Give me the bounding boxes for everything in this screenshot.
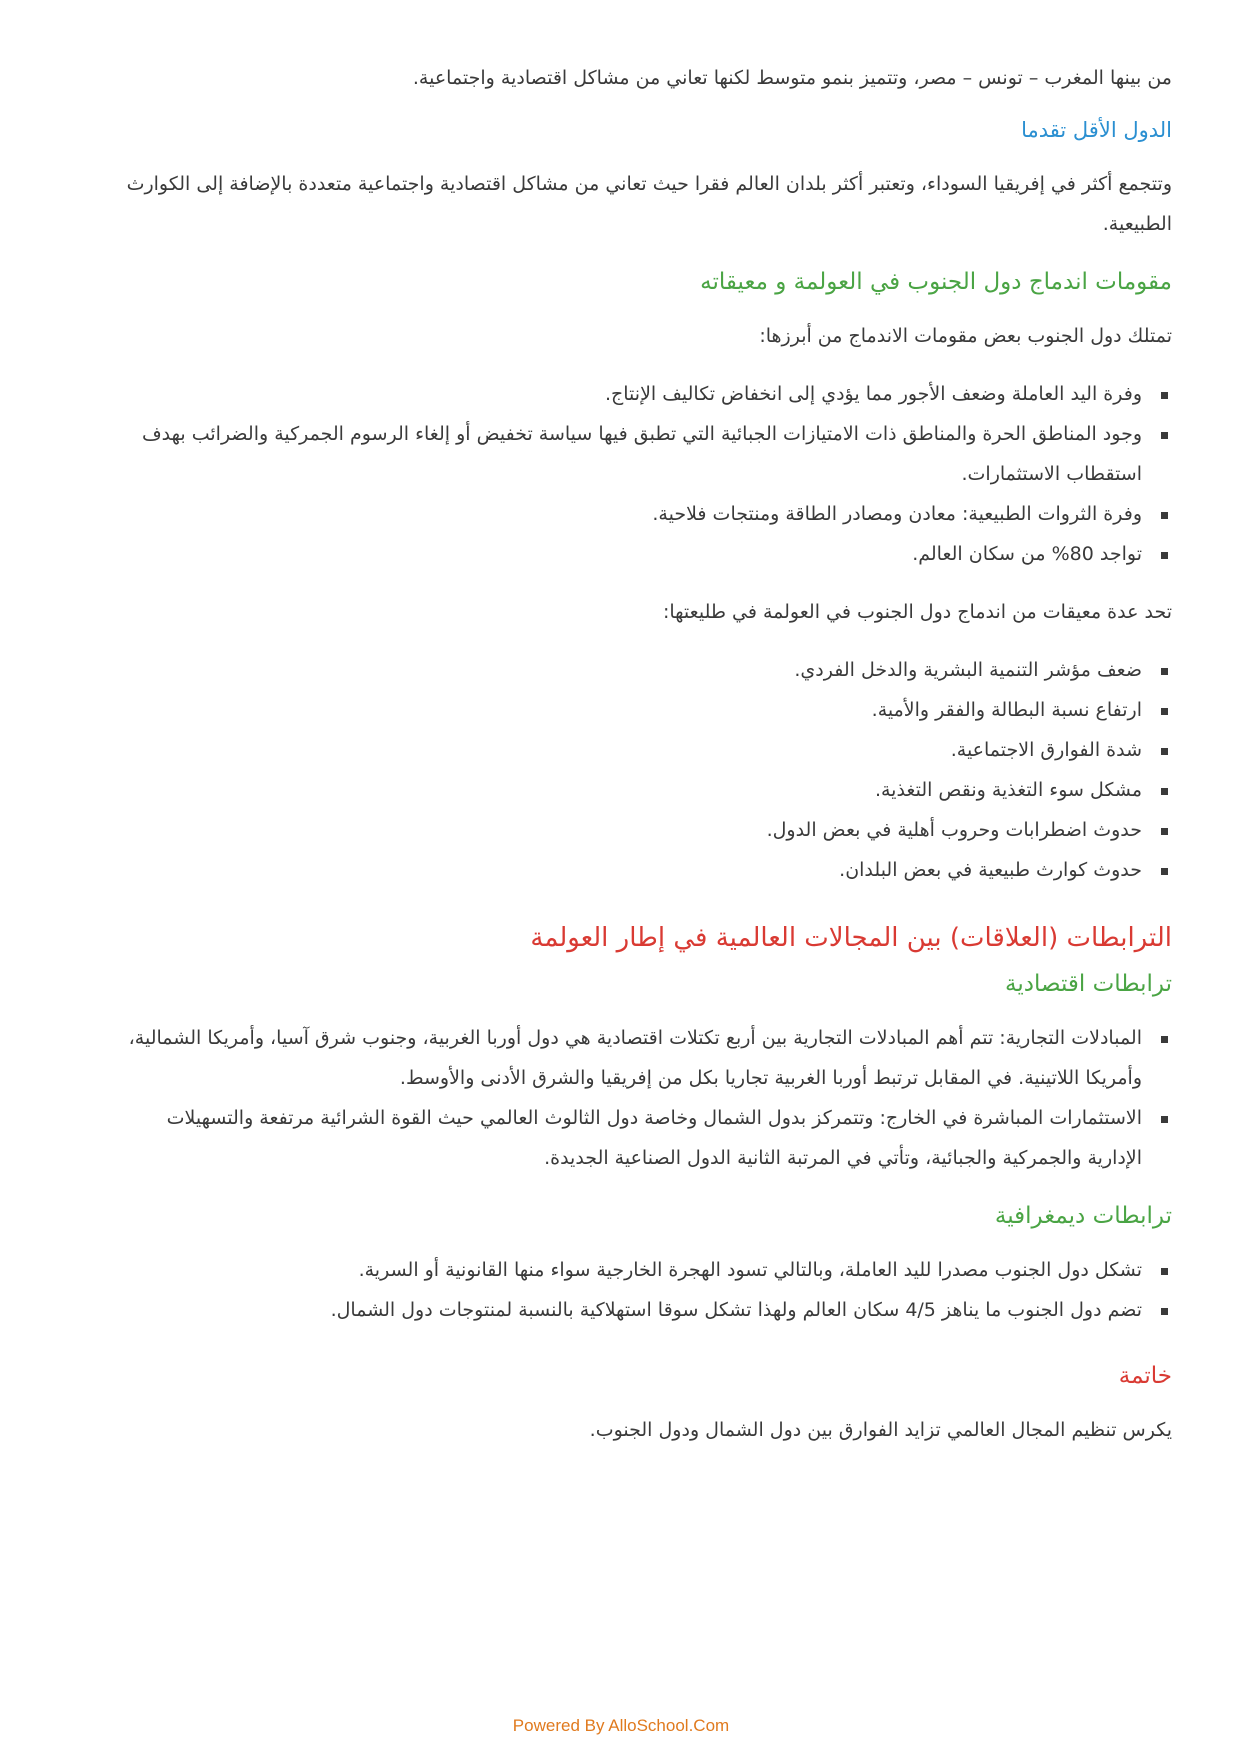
list-item: تضم دول الجنوب ما يناهز 4/5 سكان العالم ولهذا تشكل سوقا استهلاكية بالنسبة لمنتوجات دول الشمال. — [110, 1290, 1172, 1330]
document-page — [110, 58, 1172, 1450]
assets-list — [110, 374, 1172, 574]
list-item: تواجد 80% من سكان العالم. — [110, 534, 1172, 574]
economic-heading: ترابطات اقتصادية — [1005, 971, 1172, 997]
list-item: شدة الفوارق الاجتماعية. — [110, 730, 1172, 770]
list-item: الاستثمارات المباشرة في الخارج: وتتمركز بدول الشمال وخاصة دول الثالوث العالمي حيث القوة الشرائية مرتفعة والتسهيلات الإدارية والجمركية والجبائية، وتأتي في المرتبة الثانية الدول الصناعية الجديدة. — [110, 1098, 1172, 1178]
list-item: حدوث كوارث طبيعية في بعض البلدان. — [110, 850, 1172, 890]
demographic-list — [110, 1250, 1172, 1330]
list-item: وجود المناطق الحرة والمناطق ذات الامتيازات الجبائية التي تطبق فيها سياسة تخفيض أو إلغاء الرسوم الجمركية والضرائب بهدف استقطاب الاستثمارات. — [110, 414, 1172, 494]
list-item: حدوث اضطرابات وحروب أهلية في بعض الدول. — [110, 810, 1172, 850]
least-developed-heading: الدول الأقل تقدما — [1021, 118, 1172, 142]
conclusion-paragraph: يكرس تنظيم المجال العالمي تزايد الفوارق بين دول الشمال ودول الجنوب. — [589, 1419, 1172, 1441]
list-item: وفرة اليد العاملة وضعف الأجور مما يؤدي إلى انخفاض تكاليف الإنتاج. — [110, 374, 1172, 414]
least-developed-paragraph: وتتجمع أكثر في إفريقيا السوداء، وتعتبر أكثر بلدان العالم فقرا حيث تعاني من مشاكل اقتصادية واجتماعية متعددة بالإضافة إلى الكوارث الطبيعية. — [126, 173, 1172, 235]
obstacles-intro: تحد عدة معيقات من اندماج دول الجنوب في العولمة في طليعتها: — [662, 601, 1172, 623]
economic-list — [110, 1018, 1172, 1178]
footer-link[interactable]: Powered By AlloSchool.Com — [512, 1716, 730, 1735]
list-item: ضعف مؤشر التنمية البشرية والدخل الفردي. — [110, 650, 1172, 690]
list-item: وفرة الثروات الطبيعية: معادن ومصادر الطاقة ومنتجات فلاحية. — [110, 494, 1172, 534]
intro-paragraph: من بينها المغرب – تونس – مصر، وتتميز بنمو متوسط لكنها تعاني من مشاكل اقتصادية واجتماعية. — [412, 67, 1172, 89]
integration-heading: مقومات اندماج دول الجنوب في العولمة و معيقاته — [700, 269, 1172, 295]
assets-intro: تمتلك دول الجنوب بعض مقومات الاندماج من أبرزها: — [759, 325, 1172, 347]
list-item: ارتفاع نسبة البطالة والفقر والأمية. — [110, 690, 1172, 730]
list-item: المبادلات التجارية: تتم أهم المبادلات التجارية بين أربع تكتلات اقتصادية هي دول أوربا الغربية، وجنوب شرق آسيا، وأمريكا الشمالية، وأمريكا اللاتينية. في المقابل ترتبط أوربا الغربية تجاريا بكل من إفريقيا والشرق الأدنى والأوسط. — [110, 1018, 1172, 1098]
demographic-heading: ترابطات ديمغرافية — [994, 1203, 1172, 1229]
list-item: مشكل سوء التغذية ونقص التغذية. — [110, 770, 1172, 810]
conclusion-heading: خاتمة — [1118, 1363, 1172, 1389]
interconnections-heading: الترابطات (العلاقات) بين المجالات العالمية في إطار العولمة — [530, 923, 1172, 953]
obstacles-list — [110, 650, 1172, 890]
list-item: تشكل دول الجنوب مصدرا لليد العاملة، وبالتالي تسود الهجرة الخارجية سواء منها القانونية أو السرية. — [110, 1250, 1172, 1290]
